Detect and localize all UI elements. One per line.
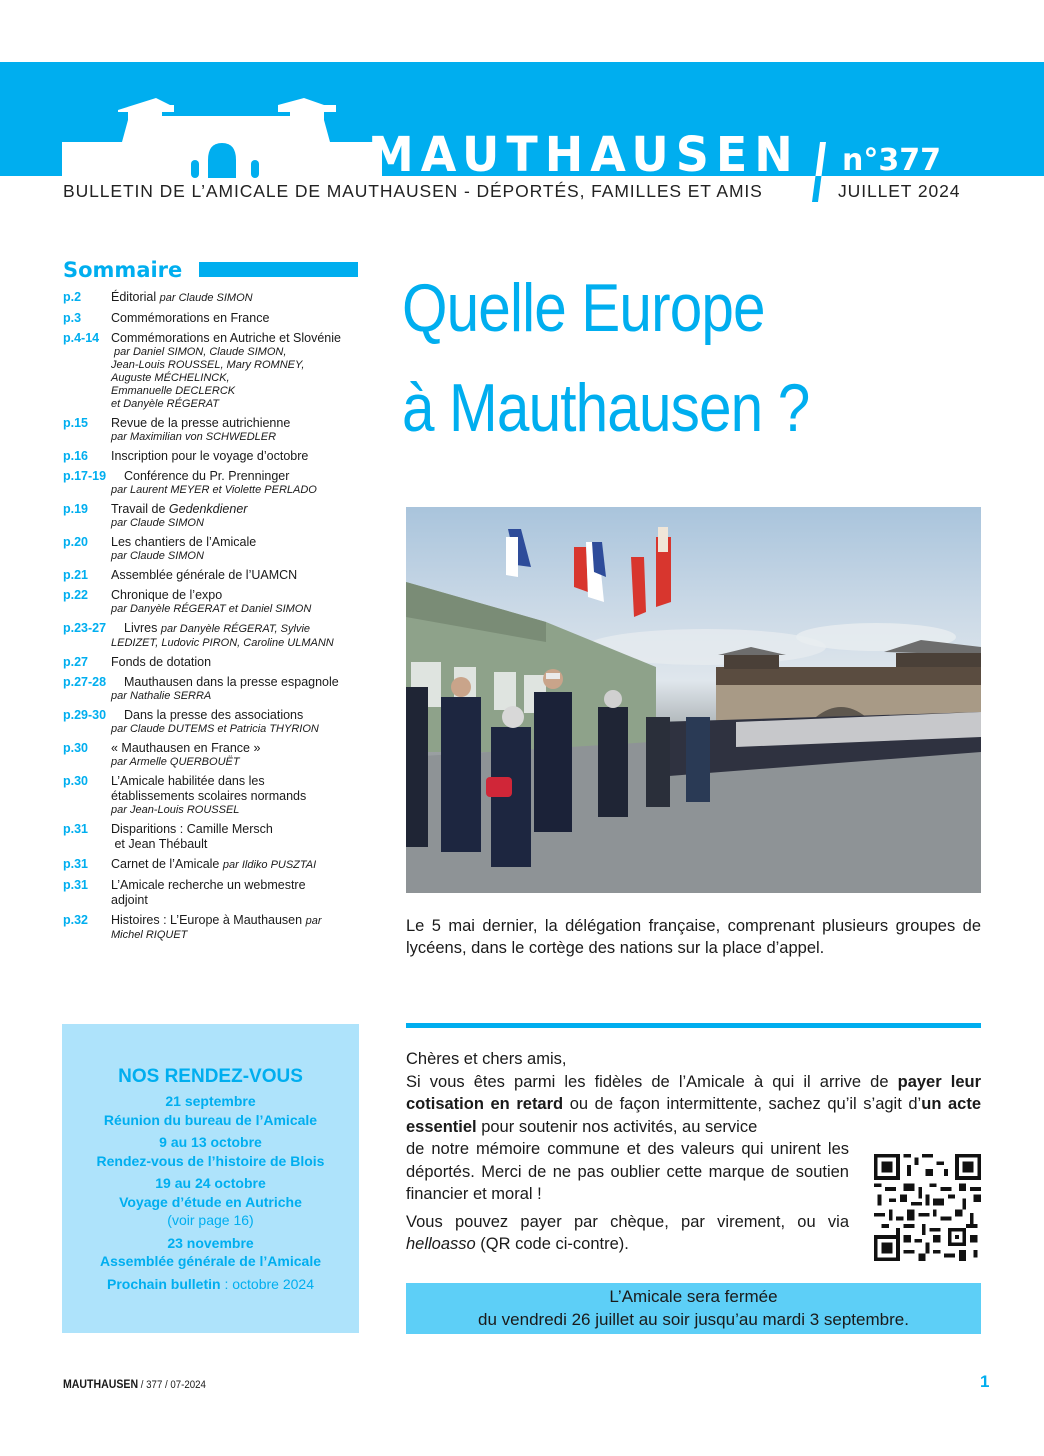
sommaire-bar bbox=[199, 262, 358, 277]
event-date: 21 septembre bbox=[165, 1093, 256, 1109]
toc-item[interactable] bbox=[63, 655, 363, 670]
photo-caption: Le 5 mai dernier, la délégation française, comprenant plusieurs groupes de lycéens, dans le cortège des nations sur la place d’appel. bbox=[406, 917, 981, 957]
letter-paragraph-2: Vous pouvez payer par chèque, par virement, ou via helloasso (QR code ci-contre). bbox=[406, 1212, 849, 1253]
toc-item[interactable] bbox=[63, 416, 363, 444]
toc-author: par Daniel SIMON, Claude SIMON, bbox=[114, 346, 287, 358]
toc-page: p.31 bbox=[63, 822, 89, 836]
slash-divider-icon bbox=[812, 142, 826, 202]
toc-page: p.22 bbox=[63, 588, 89, 602]
toc-page: p.4-14 bbox=[63, 331, 100, 345]
toc-item[interactable] bbox=[63, 311, 363, 326]
toc-title: Commémorations en France bbox=[111, 311, 270, 325]
toc-title: Commémorations en Autriche et Slovénie bbox=[111, 331, 341, 345]
toc-page: p.15 bbox=[63, 416, 89, 430]
toc-item[interactable] bbox=[63, 502, 363, 530]
closure-banner bbox=[406, 1283, 981, 1334]
toc-page: p.23-27 bbox=[63, 621, 107, 635]
toc-item[interactable] bbox=[63, 708, 363, 736]
toc-item[interactable] bbox=[63, 588, 363, 616]
toc-item[interactable] bbox=[63, 621, 363, 650]
toc-page: p.31 bbox=[63, 857, 89, 871]
toc-page: p.21 bbox=[63, 568, 89, 582]
toc-item[interactable] bbox=[63, 822, 363, 852]
toc-author: par Ildiko PUSZTAI bbox=[222, 859, 317, 871]
toc-page: p.32 bbox=[63, 913, 89, 927]
rendezvous-title: NOS RENDEZ-VOUS bbox=[118, 1066, 303, 1087]
toc-item[interactable] bbox=[63, 774, 363, 817]
toc-item[interactable] bbox=[63, 535, 363, 563]
closure-line-2: du vendredi 26 juillet au soir jusqu’au mardi 3 septembre. bbox=[478, 1310, 909, 1329]
toc-title-italic: Gedenkdiener bbox=[168, 502, 248, 516]
next-bulletin-date: : octobre 2024 bbox=[220, 1275, 314, 1292]
issue-number: n°377 bbox=[842, 143, 941, 178]
toc-author: par Claude DUTEMS et Patricia THYRION bbox=[111, 723, 319, 735]
toc-item[interactable] bbox=[63, 741, 363, 769]
helloasso-link[interactable]: helloasso bbox=[406, 1235, 476, 1253]
footer-brand: MAUTHAUSEN bbox=[63, 1377, 139, 1391]
toc-title-cont: et Jean Thébault bbox=[111, 837, 208, 851]
headline-line-1: Quelle Europe bbox=[402, 270, 765, 346]
toc-title: Fonds de dotation bbox=[111, 655, 212, 669]
event-label: Voyage d’étude en Autriche bbox=[119, 1193, 302, 1210]
toc-title: Histoires : L’Europe à Mauthausen bbox=[111, 913, 303, 927]
ceremony-photo bbox=[406, 507, 981, 893]
masthead-title: MAUTHAUSEN bbox=[368, 130, 800, 176]
toc-title: Mauthausen dans la presse espagnole bbox=[124, 675, 339, 689]
toc-page: p.29-30 bbox=[63, 708, 107, 722]
toc-item[interactable] bbox=[63, 290, 363, 306]
toc-item[interactable] bbox=[63, 913, 363, 942]
event-label: Rendez-vous de l’histoire de Blois bbox=[96, 1152, 325, 1169]
rendezvous-event bbox=[62, 1133, 359, 1170]
footer-meta: / 377 / 07-2024 bbox=[138, 1379, 206, 1391]
toc-author: par Danyèle RÉGERAT, Sylvie bbox=[160, 623, 310, 635]
toc-author: par Claude SIMON bbox=[159, 292, 253, 304]
sommaire-title: Sommaire bbox=[63, 258, 183, 282]
letter-paragraph-1: Si vous êtes parmi les fidèles de l’Amicale à qui il arrive de payer leur cotisation en retard ou de façon intermittente, sachez qu’il s’agit d’un acte essentiel pour soutenir nos activités, au service bbox=[406, 1072, 982, 1136]
event-label: Réunion du bureau de l’Amicale bbox=[103, 1111, 318, 1128]
event-date: 23 novembre bbox=[167, 1234, 254, 1251]
toc-title: Carnet de l’Amicale bbox=[111, 857, 220, 871]
toc-author: par Armelle QUERBOUËT bbox=[111, 756, 240, 768]
letter-greeting: Chères et chers amis, bbox=[406, 1050, 567, 1068]
event-note: (voir page 16) bbox=[167, 1212, 254, 1228]
toc-title-cont: adjoint bbox=[111, 893, 148, 907]
toc-page: p.19 bbox=[63, 502, 89, 516]
next-bulletin bbox=[62, 1275, 359, 1293]
toc-title: Livres bbox=[124, 621, 158, 635]
toc-author: Auguste MÉCHELINCK, bbox=[111, 372, 230, 384]
toc-author: par Nathalie SERRA bbox=[111, 690, 212, 702]
toc-author: par bbox=[305, 915, 322, 927]
rendezvous-event bbox=[62, 1174, 359, 1230]
toc-author: LEDIZET, Ludovic PIRON, Caroline ULMANN bbox=[111, 637, 334, 649]
toc-item[interactable] bbox=[63, 675, 363, 703]
toc-title: Inscription pour le voyage d’octobre bbox=[111, 449, 309, 463]
qr-code-icon[interactable] bbox=[874, 1154, 981, 1261]
event-date: 9 au 13 octobre bbox=[159, 1134, 262, 1150]
ceremony-photo-illustration-icon bbox=[406, 507, 981, 893]
headline bbox=[402, 258, 809, 458]
toc-title: Disparitions : Camille Mersch bbox=[111, 822, 273, 836]
toc-author: Jean-Louis ROUSSEL, Mary ROMNEY, bbox=[111, 359, 305, 371]
toc-page: p.27 bbox=[63, 655, 89, 669]
issue-date: JUILLET 2024 bbox=[838, 181, 961, 201]
toc-title: Dans la presse des associations bbox=[124, 708, 304, 722]
bulletin-subtitle: BULLETIN DE L’AMICALE DE MAUTHAUSEN - DÉPORTÉS, FAMILLES ET AMIS bbox=[63, 181, 763, 201]
footer-imprint bbox=[63, 1377, 206, 1391]
toc-title: Éditorial bbox=[111, 290, 157, 304]
toc-page: p.30 bbox=[63, 741, 89, 755]
toc-author: Michel RIQUET bbox=[111, 929, 188, 941]
event-date: 19 au 24 octobre bbox=[155, 1175, 266, 1191]
toc-page: p.31 bbox=[63, 878, 89, 892]
rendezvous-event bbox=[62, 1234, 359, 1271]
toc-author: par Danyèle RÉGERAT et Daniel SIMON bbox=[111, 603, 312, 615]
toc-title: « Mauthausen en France » bbox=[111, 741, 261, 755]
next-bulletin-label: Prochain bulletin bbox=[107, 1275, 221, 1292]
toc-item[interactable] bbox=[63, 331, 363, 411]
toc-author: Emmanuelle DECLERCK bbox=[111, 385, 236, 397]
toc-author: par Claude SIMON bbox=[111, 550, 204, 562]
toc-author: et Danyèle RÉGERAT bbox=[111, 398, 220, 410]
toc-item[interactable] bbox=[63, 568, 363, 583]
emphasis-essential: un acte essentiel bbox=[406, 1095, 981, 1136]
section-divider bbox=[406, 1023, 981, 1028]
toc-title: L’Amicale recherche un webmestre bbox=[111, 878, 306, 892]
toc-author: par Maximilian von SCHWEDLER bbox=[111, 431, 277, 443]
toc-page: p.30 bbox=[63, 774, 89, 788]
page-number: 1 bbox=[980, 1372, 990, 1391]
toc-page: p.17-19 bbox=[63, 469, 107, 483]
toc-item[interactable] bbox=[63, 449, 363, 464]
toc-author: par Laurent MEYER et Violette PERLADO bbox=[111, 484, 317, 496]
table-of-contents bbox=[63, 290, 363, 947]
toc-author: par Claude SIMON bbox=[111, 517, 204, 529]
letter-paragraph-1-cont: de notre mémoire commune et des valeurs qui unirent les déportés. Merci de ne pas oublier cette marque de soutien financier et moral ! bbox=[406, 1140, 849, 1203]
camp-gate-silhouette-icon bbox=[62, 98, 382, 178]
headline-line-2: à Mauthausen ? bbox=[402, 370, 810, 446]
toc-page: p.3 bbox=[63, 311, 82, 325]
toc-page: p.2 bbox=[63, 290, 82, 304]
toc-page: p.20 bbox=[63, 535, 89, 549]
toc-title: Les chantiers de l’Amicale bbox=[111, 535, 257, 549]
toc-title: L’Amicale habilitée dans les bbox=[111, 774, 265, 788]
toc-title: Chronique de l’expo bbox=[111, 588, 223, 602]
toc-title: Conférence du Pr. Prenninger bbox=[124, 469, 290, 483]
rendezvous-event bbox=[62, 1092, 359, 1129]
toc-item[interactable] bbox=[63, 469, 363, 497]
toc-title: Travail de bbox=[111, 502, 166, 516]
toc-title-cont: établissements scolaires normands bbox=[111, 789, 307, 803]
toc-title: Revue de la presse autrichienne bbox=[111, 416, 291, 430]
sommaire-heading bbox=[63, 258, 358, 282]
toc-item[interactable] bbox=[63, 878, 363, 908]
toc-page: p.16 bbox=[63, 449, 89, 463]
toc-item[interactable] bbox=[63, 857, 363, 873]
toc-title: Assemblée générale de l’UAMCN bbox=[111, 568, 298, 582]
toc-page: p.27-28 bbox=[63, 675, 107, 689]
rendezvous-box bbox=[62, 1024, 359, 1333]
emphasis-late-fee: payer leur cotisation en retard bbox=[406, 1072, 982, 1113]
event-label: Assemblée générale de l’Amicale bbox=[100, 1253, 321, 1269]
toc-author: par Jean-Louis ROUSSEL bbox=[111, 804, 240, 816]
closure-line-1: L’Amicale sera fermée bbox=[609, 1287, 778, 1306]
